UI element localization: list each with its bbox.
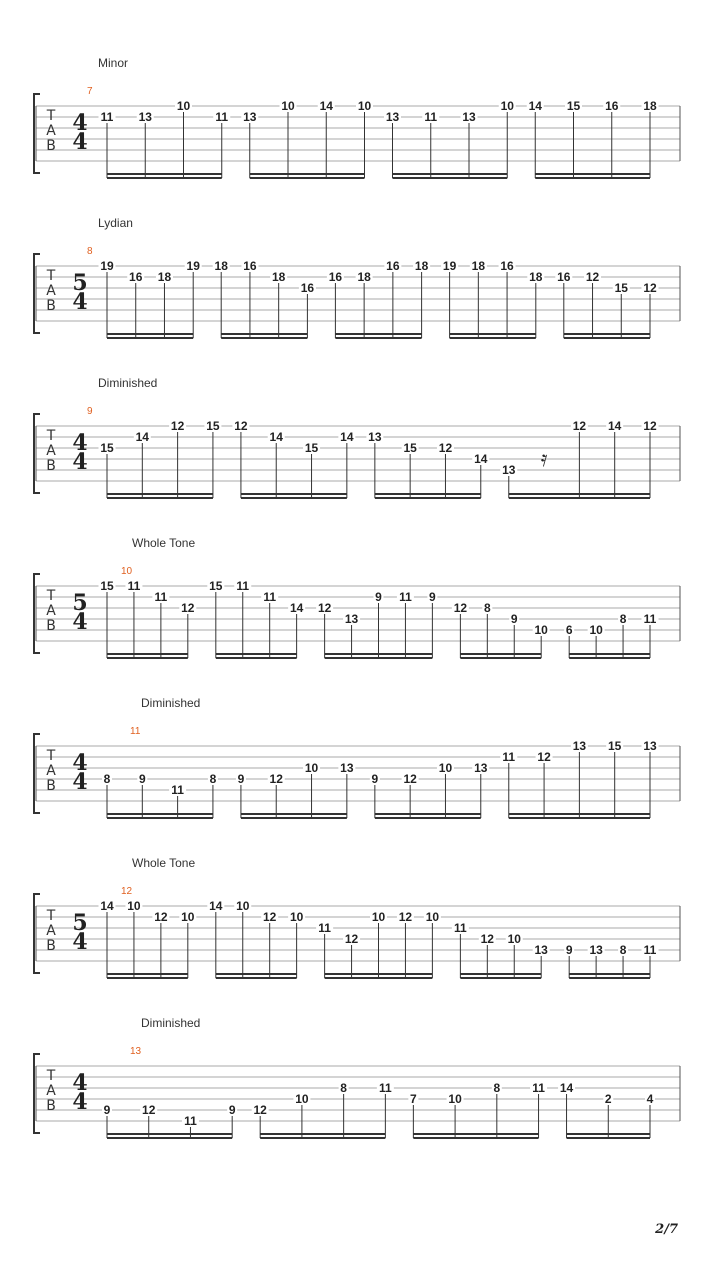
fret-number: 13 [502,463,516,477]
time-signature-digit: 4 [72,769,88,795]
section-label: Diminished [141,1016,201,1030]
fret-number: 8 [103,772,111,786]
fret-number: 9 [429,590,436,604]
fret-number: 16 [328,270,343,284]
tab-clef-letter: T [46,748,56,764]
fret-number: 11 [399,590,412,604]
fret-number: 15 [206,419,220,433]
measure-number: 11 [130,726,141,737]
fret-number: 12 [585,270,600,284]
fret-number: 8 [209,772,217,786]
time-signature-digit: 4 [72,430,88,456]
tab-system [34,696,680,818]
fret-number: 11 [502,750,516,764]
tab-system [34,376,680,498]
fret-number: 12 [438,441,453,455]
fret-number: 10 [448,1092,462,1106]
fret-number: 8 [619,612,627,626]
fret-number: 10 [304,761,319,775]
fret-number: 10 [181,910,195,924]
fret-number: 18 [471,259,486,273]
fret-number: 12 [344,932,359,946]
fret-number: 13 [474,761,488,775]
fret-number: 10 [438,761,453,775]
time-signature-digit: 4 [72,449,88,475]
fret-number: 16 [500,259,514,273]
fret-number: 18 [357,270,371,284]
fret-number: 10 [295,1092,309,1106]
fret-number: 9 [103,1103,111,1117]
fret-number: 9 [237,772,245,786]
fret-number: 14 [209,899,223,913]
tab-system [34,56,680,178]
tab-clef-letter: T [46,428,56,444]
fret-number: 14 [528,99,542,113]
tab-clef-letter: B [46,938,56,954]
tab-clef-letter: A [46,123,56,139]
fret-number: 18 [414,259,429,273]
fret-number: 12 [269,772,283,786]
fret-number: 10 [534,623,548,637]
tab-clef-letter: T [46,588,56,604]
fret-number: 13 [589,943,603,957]
fret-number: 15 [100,441,114,455]
fret-number: 10 [500,99,514,113]
fret-number: 12 [398,910,413,924]
fret-number: 12 [317,601,332,615]
fret-number: 15 [209,579,223,593]
fret-number: 13 [534,943,548,957]
fret-number: 8 [493,1081,501,1095]
tab-system [34,216,680,338]
fret-number: 8 [619,943,627,957]
fret-number: 18 [157,270,172,284]
fret-number: 12 [643,419,657,433]
time-signature-digit: 4 [72,110,88,136]
fret-number: 15 [566,99,581,113]
tab-clef-letter: B [46,138,56,154]
measure-number: 9 [87,406,93,417]
tab-clef-letter: A [46,763,56,779]
tab-clef-letter: A [46,283,56,299]
fret-number: 14 [559,1081,574,1095]
fret-number: 12 [263,910,277,924]
fret-number: 12 [453,601,468,615]
page-number: 2/7 [655,1222,678,1237]
fret-number: 13 [572,739,587,753]
fret-number: 15 [614,281,628,295]
fret-number: 12 [154,910,168,924]
fret-number: 10 [127,899,141,913]
fret-number: 14 [319,99,333,113]
tab-clef-letter: B [46,778,56,794]
tab-clef-letter: B [46,1098,56,1114]
section-label: Diminished [141,696,201,710]
fret-number: 11 [643,943,657,957]
fret-number: 18 [214,259,228,273]
fret-number: 18 [529,270,543,284]
tab-clef-letter: T [46,1068,56,1084]
time-signature-digit: 5 [72,590,88,616]
time-signature-digit: 5 [72,270,88,296]
fret-number: 19 [100,259,114,273]
tab-clef-letter: B [46,298,56,314]
fret-number: 11 [643,612,657,626]
tab-clef-letter: B [46,458,56,474]
fret-number: 10 [357,99,372,113]
time-signature-digit: 4 [72,929,88,955]
fret-number: 19 [186,259,200,273]
fret-number: 11 [454,921,467,935]
fret-number: 15 [100,579,114,593]
fret-number: 13 [643,739,657,753]
fret-number: 12 [170,419,185,433]
tab-clef-letter: T [46,908,56,924]
fret-number: 10 [507,932,521,946]
section-label: Diminished [98,376,158,390]
fret-number: 13 [368,430,382,444]
fret-number: 6 [565,623,573,637]
fret-number: 10 [589,623,603,637]
fret-number: 12 [181,601,195,615]
fret-number: 11 [379,1081,392,1095]
fret-number: 16 [300,281,315,295]
fret-number: 10 [425,910,440,924]
fret-number: 11 [100,110,114,124]
fret-number: 7 [410,1092,417,1106]
tab-system [34,536,680,658]
fret-number: 13 [462,110,476,124]
fret-number: 13 [385,110,400,124]
tab-clef-letter: A [46,1083,56,1099]
fret-number: 13 [344,612,359,626]
fret-number: 9 [510,612,518,626]
fret-number: 19 [442,259,457,273]
fret-number: 11 [318,921,331,935]
fret-number: 18 [643,99,657,113]
fret-number: 10 [236,899,250,913]
fret-number: 8 [483,601,491,615]
time-signature-digit: 4 [72,129,88,155]
fret-number: 9 [371,772,379,786]
fret-number: 12 [142,1103,156,1117]
fret-number: 11 [127,579,141,593]
fret-number: 16 [129,270,143,284]
fret-number: 12 [643,281,657,295]
tab-clef-letter: T [46,268,56,284]
fret-number: 14 [269,430,283,444]
fret-number: 14 [608,419,622,433]
fret-number: 14 [135,430,149,444]
tab-clef-letter: A [46,603,56,619]
fret-number: 8 [340,1081,347,1095]
fret-number: 9 [565,943,573,957]
fret-number: 15 [608,739,622,753]
fret-number: 16 [386,259,400,273]
fret-number: 16 [243,259,257,273]
tab-clef-letter: A [46,443,56,459]
fret-number: 11 [236,579,250,593]
fret-number: 12 [572,419,587,433]
fret-number: 12 [234,419,248,433]
measure-number: 13 [130,1046,142,1057]
measure-number: 10 [121,566,133,577]
time-signature-digit: 4 [72,1089,88,1115]
fret-number: 11 [154,590,168,604]
fret-number: 13 [243,110,257,124]
time-signature-digit: 4 [72,750,88,776]
fret-number: 10 [289,910,304,924]
fret-number: 9 [228,1103,236,1117]
time-signature-digit: 4 [72,289,88,315]
section-label: Whole Tone [132,536,196,550]
fret-number: 9 [138,772,146,786]
fret-number: 14 [100,899,114,913]
measure-number: 7 [87,86,93,97]
fret-number: 11 [532,1081,545,1095]
rest-symbol: 𝄿 [540,447,548,472]
fret-number: 12 [537,750,551,764]
fret-number: 10 [281,99,295,113]
tab-system [34,1016,680,1138]
fret-number: 11 [215,110,229,124]
fret-number: 14 [340,430,354,444]
fret-number: 2 [604,1092,612,1106]
fret-number: 14 [474,452,488,466]
fret-number: 12 [480,932,494,946]
tab-clef-letter: A [46,923,56,939]
fret-number: 15 [304,441,319,455]
fret-number: 10 [176,99,191,113]
fret-number: 15 [403,441,417,455]
fret-number: 10 [371,910,386,924]
time-signature-digit: 5 [72,910,88,936]
fret-number: 11 [424,110,438,124]
fret-number: 12 [403,772,417,786]
fret-number: 14 [289,601,304,615]
fret-number: 4 [646,1092,654,1106]
fret-number: 13 [340,761,354,775]
fret-number: 9 [375,590,382,604]
time-signature-digit: 4 [72,1070,88,1096]
section-label: Minor [98,56,129,70]
section-label: Whole Tone [132,856,196,870]
fret-number: 16 [557,270,571,284]
measure-number: 12 [121,886,133,897]
fret-number: 16 [605,99,619,113]
fret-number: 13 [138,110,152,124]
fret-number: 11 [171,783,184,797]
measure-number: 8 [87,246,93,257]
section-label: Lydian [98,216,133,230]
fret-number: 12 [253,1103,267,1117]
fret-number: 11 [184,1114,197,1128]
tab-system [34,856,680,978]
tab-clef-letter: T [46,108,56,124]
time-signature-digit: 4 [72,609,88,635]
fret-number: 11 [263,590,277,604]
tab-clef-letter: B [46,618,56,634]
fret-number: 18 [271,270,286,284]
